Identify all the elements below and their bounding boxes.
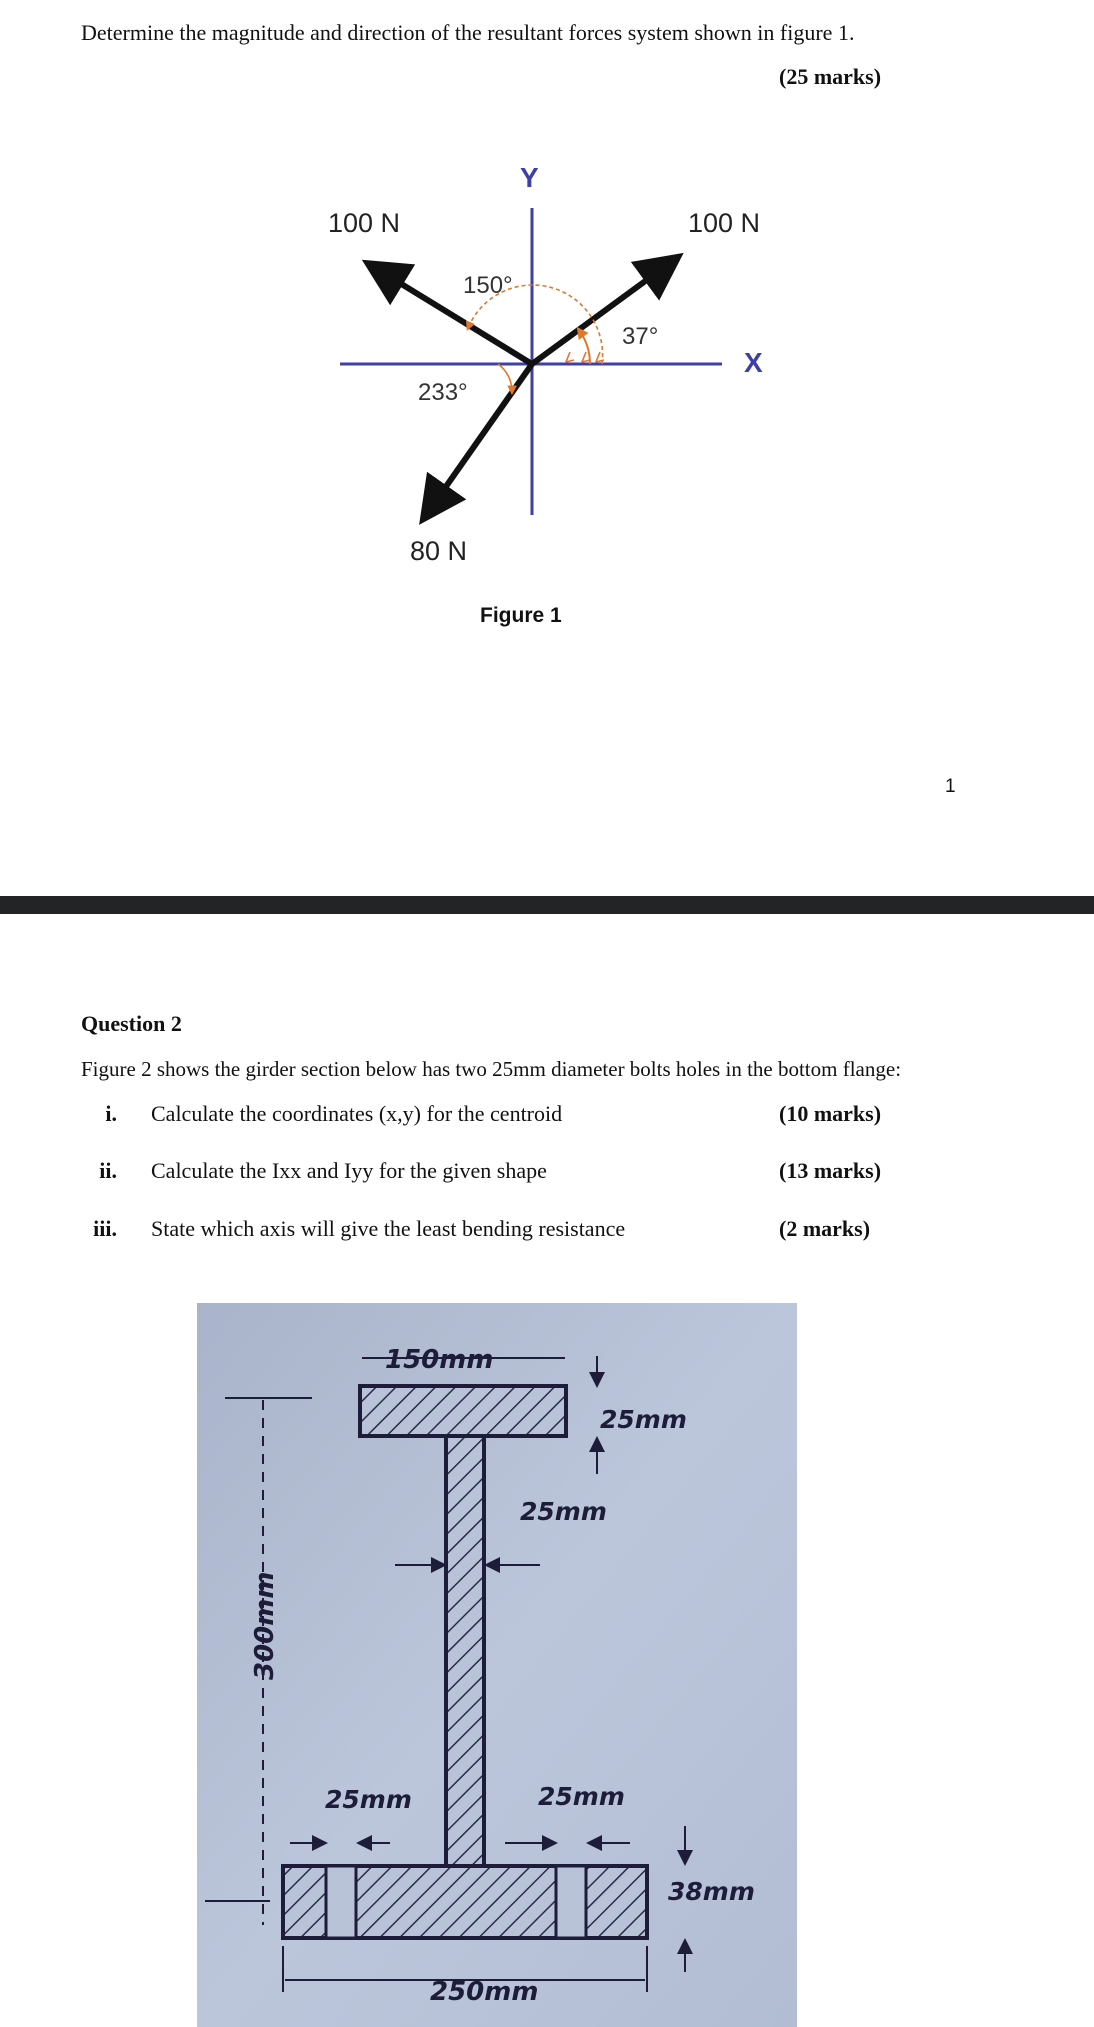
question1-marks: (25 marks) xyxy=(779,64,882,89)
figure2-girder-section xyxy=(197,1303,797,2027)
item-text: Calculate the Ixx and Iyy for the given shape xyxy=(151,1158,547,1183)
force-bottom-label: 80 N xyxy=(410,536,468,566)
dim-label-hole-left: 25mm xyxy=(325,1785,412,1814)
dim-label-top-flange: 25mm xyxy=(600,1405,687,1434)
question2-heading: Question 2 xyxy=(81,1011,182,1036)
item-numeral: iii. xyxy=(93,1216,117,1241)
force-top-left-label: 100 N xyxy=(328,208,401,238)
dim-label-height: 300mm xyxy=(250,1571,280,1680)
angle-arc-37 xyxy=(579,330,590,364)
dim-label-top-width: 150mm xyxy=(385,1345,494,1375)
angle-150-label: 150° xyxy=(463,272,513,299)
item-numeral: i. xyxy=(105,1101,117,1126)
item-marks: (13 marks) xyxy=(779,1158,882,1183)
axis-x-label: X xyxy=(744,347,763,378)
dim-label-bottom-width: 250mm xyxy=(430,1977,539,2007)
item-marks: (10 marks) xyxy=(779,1101,882,1126)
item-text: State which axis will give the least bending resistance xyxy=(151,1216,626,1241)
angle-37-label: 37° xyxy=(622,323,659,350)
item-text: Calculate the coordinates (x,y) for the centroid xyxy=(151,1101,563,1126)
item-marks: (2 marks) xyxy=(779,1216,871,1241)
figure1-force-diagram xyxy=(300,145,820,627)
question2-intro: Figure 2 shows the girder section below has two 25mm diameter bolts holes in the bottom flange: xyxy=(81,1057,902,1081)
bolt-hole-left xyxy=(326,1866,356,1938)
dim-label-bottom-flange: 38mm xyxy=(668,1877,755,1906)
dim-label-web: 25mm xyxy=(520,1497,607,1526)
force-top-right-label: 100 N xyxy=(688,208,761,238)
page-number: 1 xyxy=(945,776,956,797)
angle-arc-233 xyxy=(498,364,512,392)
angle-hatch-37 xyxy=(566,352,604,362)
question1-prompt: Determine the magnitude and direction of the resultant forces system shown in figure 1. xyxy=(81,20,855,45)
dim-label-hole-right: 25mm xyxy=(538,1782,625,1811)
angle-233-label: 233° xyxy=(418,379,468,406)
item-numeral: ii. xyxy=(99,1158,117,1183)
bolt-hole-right xyxy=(556,1866,586,1938)
figure1-caption: Figure 1 xyxy=(480,604,562,627)
axis-y-label: Y xyxy=(520,162,539,193)
page-divider xyxy=(0,896,1094,914)
